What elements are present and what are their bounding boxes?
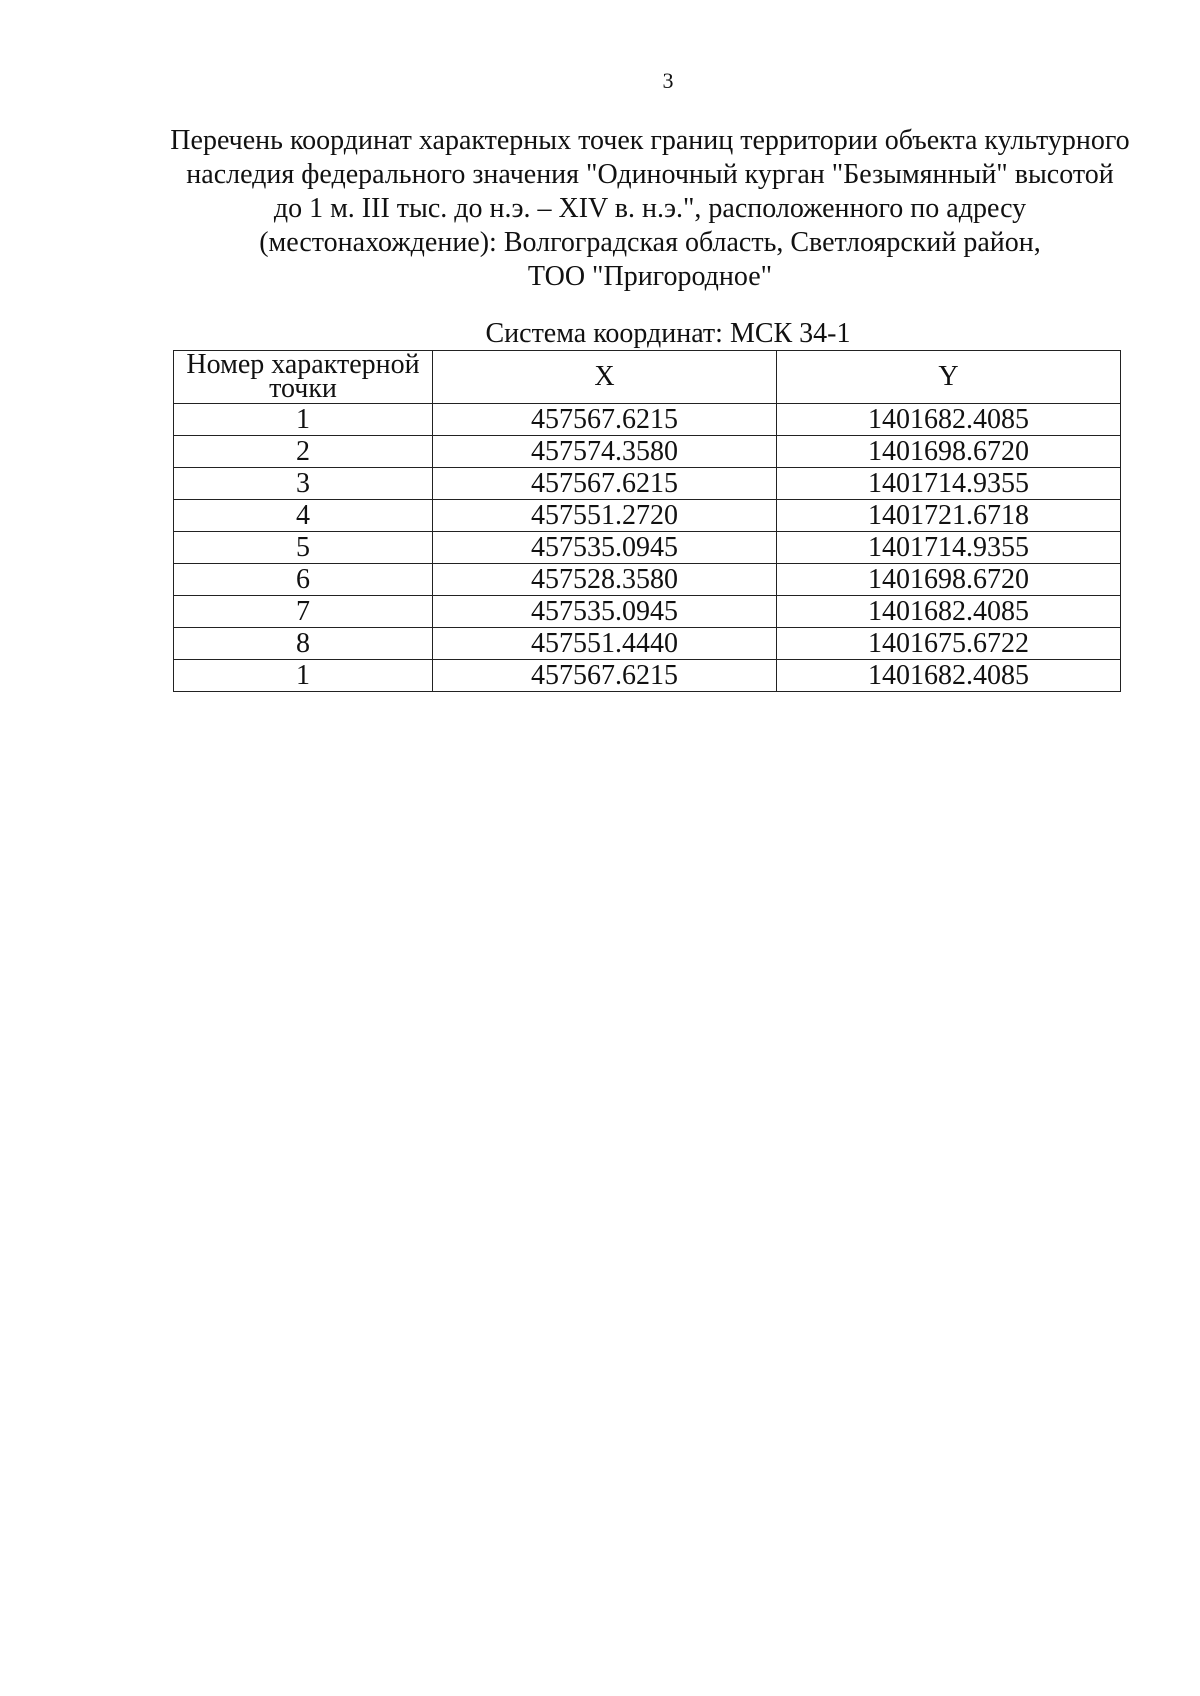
cell-y: 1401682.4085 (777, 660, 1121, 692)
document-title (160, 124, 1140, 294)
cell-point-number: 7 (174, 596, 433, 628)
cell-x: 457567.6215 (433, 468, 777, 500)
table-row (174, 596, 1121, 628)
cell-x: 457567.6215 (433, 660, 777, 692)
header-point-number-line2: точки (269, 373, 337, 404)
title-line: до 1 м. III тыс. до н.э. – XIV в. н.э.", расположенного по адресу (273, 193, 1027, 224)
cell-point-number: 6 (174, 564, 433, 596)
header-x: X (433, 351, 777, 404)
table-row (174, 532, 1121, 564)
cell-point-number: 1 (174, 404, 433, 436)
coordinates-table (173, 350, 1121, 692)
cell-y: 1401682.4085 (777, 404, 1121, 436)
header-point-number-line1: Номер характерной (186, 349, 420, 380)
cell-x: 457551.4440 (433, 628, 777, 660)
table-row (174, 468, 1121, 500)
table-row (174, 660, 1121, 692)
cell-x: 457551.2720 (433, 500, 777, 532)
cell-point-number: 2 (174, 436, 433, 468)
title-line: ТОО "Пригородное" (527, 261, 773, 292)
cell-x: 457535.0945 (433, 532, 777, 564)
table-row (174, 628, 1121, 660)
title-line: Перечень координат характерных точек границ территории объекта культурного (170, 125, 1130, 156)
cell-point-number: 5 (174, 532, 433, 564)
table-row (174, 404, 1121, 436)
table-header-row (174, 351, 1121, 404)
cell-y: 1401698.6720 (777, 436, 1121, 468)
table-row (174, 436, 1121, 468)
cell-x: 457574.3580 (433, 436, 777, 468)
cell-y: 1401675.6722 (777, 628, 1121, 660)
title-line: наследия федерального значения "Одиночный курган "Безымянный" высотой (186, 159, 1114, 190)
cell-x: 457567.6215 (433, 404, 777, 436)
cell-y: 1401714.9355 (777, 532, 1121, 564)
cell-point-number: 1 (174, 660, 433, 692)
table-row (174, 500, 1121, 532)
cell-y: 1401682.4085 (777, 596, 1121, 628)
cell-x: 457535.0945 (433, 596, 777, 628)
title-line: (местонахождение): Волгоградская область, Светлоярский район, (259, 227, 1041, 258)
cell-point-number: 3 (174, 468, 433, 500)
page-number: 3 (662, 68, 674, 93)
table-row (174, 564, 1121, 596)
header-y: Y (777, 351, 1121, 404)
header-point-number (174, 351, 433, 404)
cell-y: 1401721.6718 (777, 500, 1121, 532)
cell-y: 1401714.9355 (777, 468, 1121, 500)
cell-y: 1401698.6720 (777, 564, 1121, 596)
coordinate-system-caption: Система координат: МСК 34-1 (485, 318, 851, 349)
cell-x: 457528.3580 (433, 564, 777, 596)
cell-point-number: 8 (174, 628, 433, 660)
cell-point-number: 4 (174, 500, 433, 532)
